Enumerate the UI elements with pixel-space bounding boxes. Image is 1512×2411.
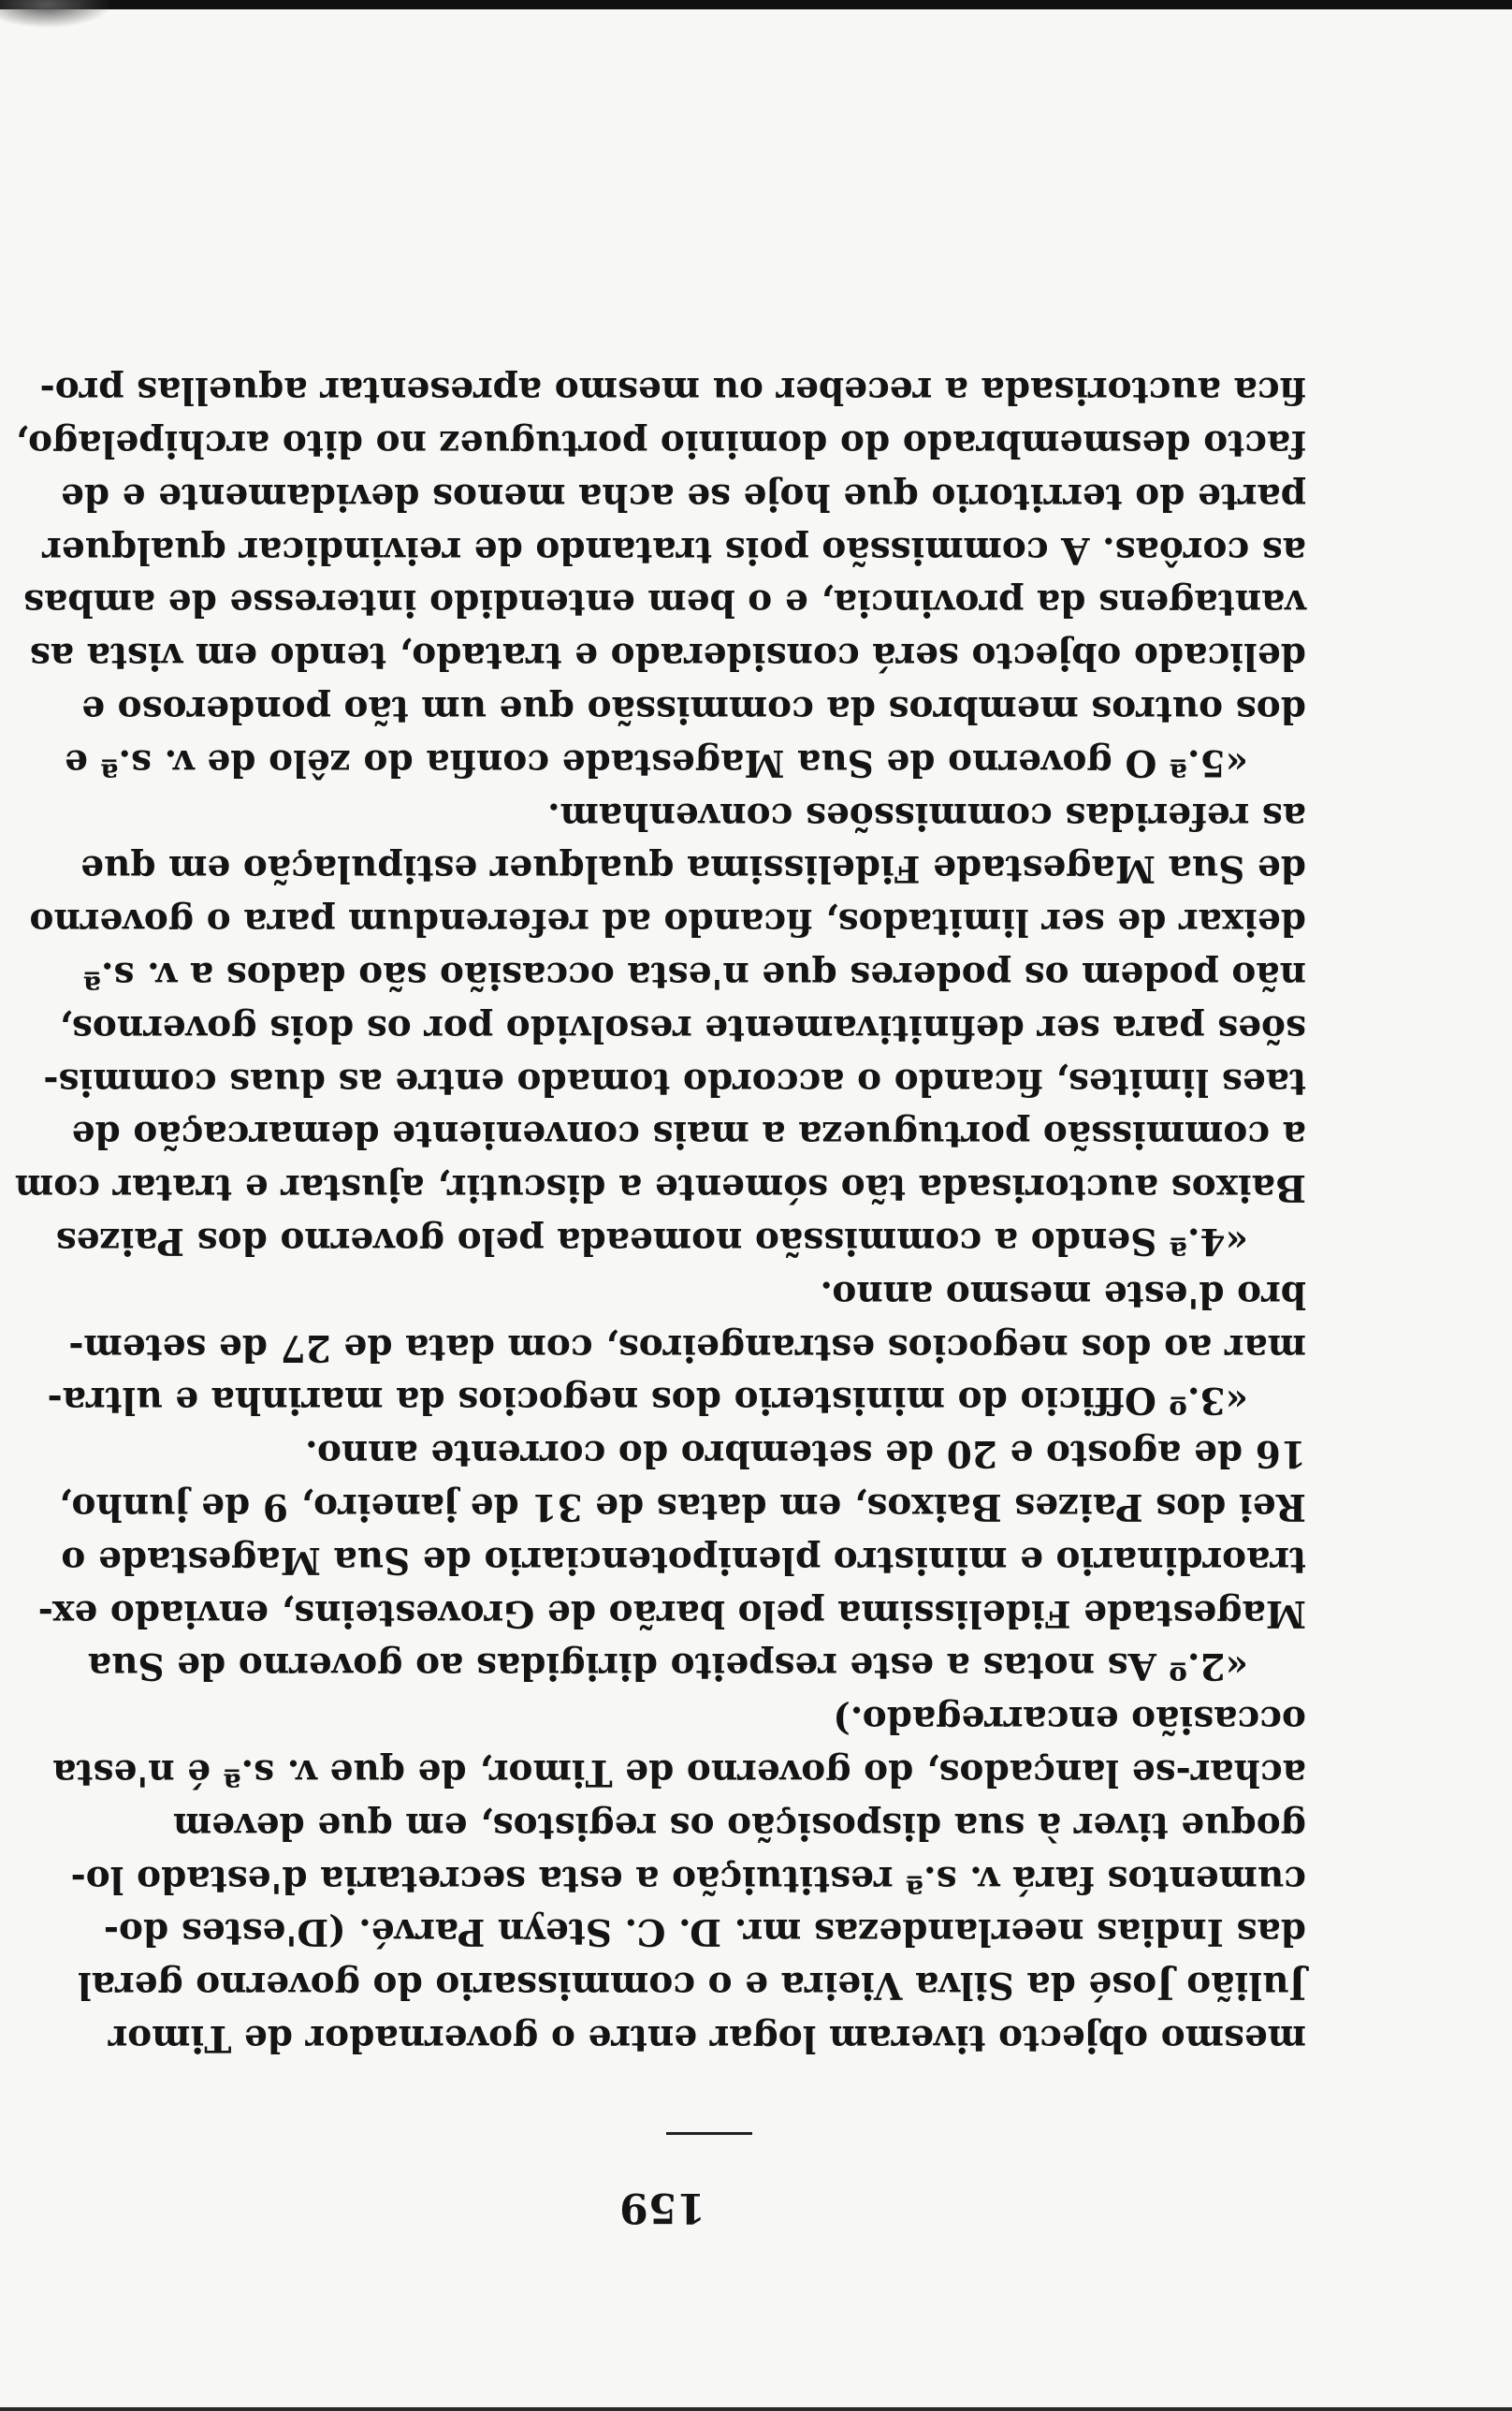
scan-corner-smudge [0,0,112,28]
text-line: achar-se lançados, do governo de Timor, de que v. s.ª é n'esta [52,1751,1306,1795]
paragraph [14,789,1306,1267]
text-line: delicado objecto será considerado e tratado, tendo em vista as [29,635,1306,679]
text-line: Magestade Fidelissima pelo barão de Grovesteins, enviado ex- [37,1591,1306,1635]
text-line: «4.ª Sendo a commissão nomeada pelo governo dos Paizes [55,1220,1248,1264]
text-line: parte do territorio que hoje se acha menos devidamente e de [61,475,1306,519]
text-line: sões para ser definitivamente resolvido por os dois governos, [59,1006,1306,1050]
scan-border-top [0,2407,1512,2411]
paragraph [37,1426,1306,1692]
text-line: cumentos fará v. s.ª restituição a esta secretaria d'estado lo- [70,1857,1306,1901]
body-text [14,364,1306,2066]
text-line: Baixos auctorisada tão sómente a discutir, ajustar e tratar com [14,1166,1306,1210]
text-line: mar ao dos negocios estrangeiros, com data de 27 de setem- [68,1325,1306,1369]
text-line: «2.º As notas a este respeito dirigidas ao governo de Sua [87,1644,1248,1688]
text-line: taes limites, ficando o accordo tomado entre as duas commis- [43,1059,1306,1103]
text-line: Rei dos Paizes Baixos, em datas de 31 de janeiro, 9 de junho, [58,1485,1306,1529]
text-line: mesmo objecto tiveram logar entre o governador de Timor [108,2017,1306,2060]
text-line: bro d'este mesmo anno. [820,1272,1306,1316]
page-number: 159 [619,2184,705,2231]
text-line: Julião José da Silva Vieira e o commissario do governo geral [78,1964,1306,2008]
text-line: occasião encarregado.) [833,1698,1306,1742]
text-line: deixar de ser limitados, ficando ad referendum para o governo [29,900,1306,944]
text-line: as referidas commissões convenham. [547,794,1306,838]
text-line: das Indias neerlandezas mr. D. C. Steyn Parvé. (D'estes do- [103,1910,1306,1954]
text-line: não podem os poderes que n'esta occasião são dados a v. s.ª [82,954,1306,998]
text-line: fica auctorisada a receber ou mesmo apresentar aquellas pro- [39,369,1306,413]
text-line: as corôas. A commissão pois tratando de reivindicar qualquer [42,528,1306,572]
text-line: 16 de agosto e 20 de setembro do corrente anno. [305,1432,1306,1476]
text-line: «3.º Officio do ministerio dos negocios da marinha e ultra- [47,1379,1248,1423]
text-line: goque tiver à sua disposição os registos, em que devem [172,1804,1306,1848]
text-line: «5.ª O governo de Sua Magestade confia do zêlo de v. s.ª e [65,740,1248,784]
paragraph [15,364,1306,789]
scan-border-bottom [0,0,1512,9]
text-line: vantagens da provincia, e o bem entendido interesse de ambas [23,581,1306,625]
paragraph [52,1692,1306,2065]
text-line: traordinario e ministro plenipotenciario de Sua Magestade o [61,1538,1306,1582]
text-line: a commissão portugueza a mais conveniente demarcação de [71,1113,1306,1157]
text-line: dos outros membros da commissão que um tão ponderoso e [81,688,1306,732]
paragraph [47,1267,1306,1426]
text-line: facto desmembrado do dominio portuguez no dito archipelago, [15,422,1306,466]
text-line: de Sua Magestade Fidelissima qualquer estipulação em que [80,847,1306,891]
